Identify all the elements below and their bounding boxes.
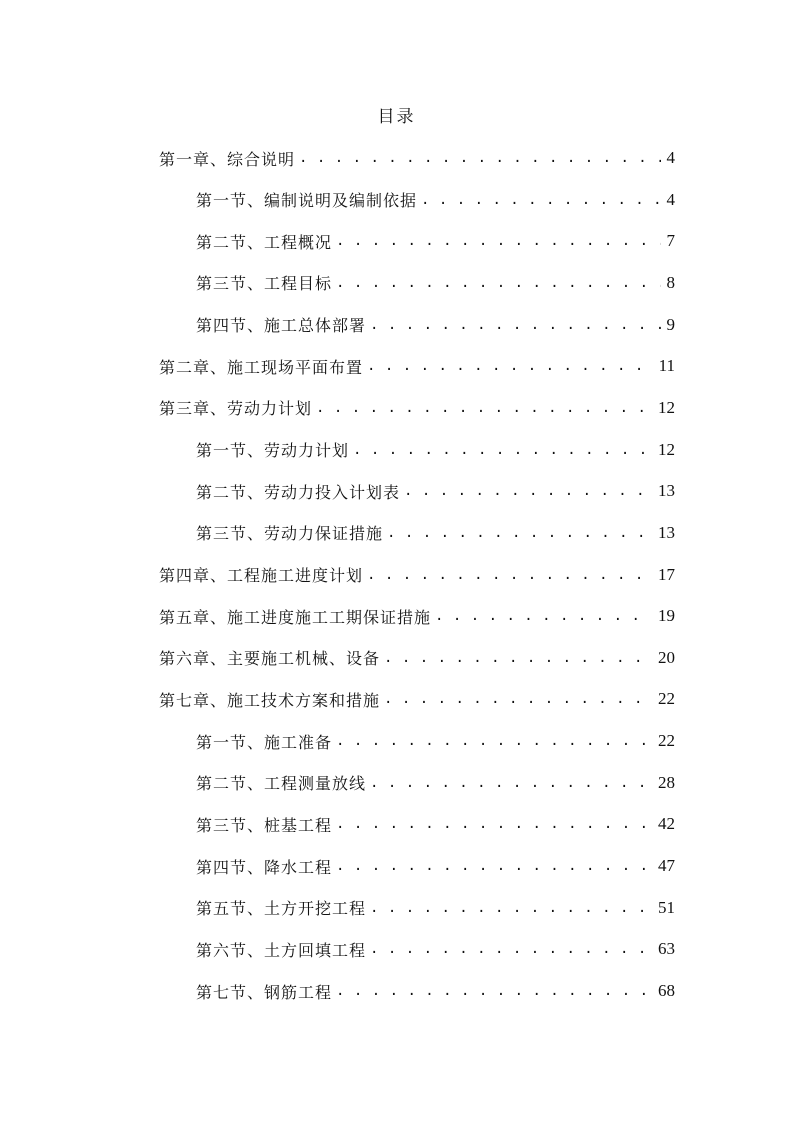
toc-entry-label: 第一节、编制说明及编制依据 <box>196 191 418 211</box>
toc-entry-label: 第四章、工程施工进度计划 <box>159 566 364 585</box>
toc-section-entry[interactable] <box>196 313 675 337</box>
toc-chapter-entry[interactable] <box>159 563 675 587</box>
toc-page-number: 68 <box>658 981 675 1000</box>
toc-entry-label: 第三节、桩基工程 <box>196 815 333 835</box>
toc-chapter-entry[interactable] <box>159 354 675 378</box>
toc-section-entry[interactable] <box>196 438 675 462</box>
toc-page-number: 20 <box>658 647 675 667</box>
toc-entry-label: 第六节、土方回填工程 <box>196 940 367 960</box>
toc-dot-leader <box>404 479 652 503</box>
toc-dot-leader <box>353 438 652 462</box>
toc-page-number: 42 <box>658 814 675 834</box>
toc-dot-leader <box>316 396 652 420</box>
toc-page-number: 4 <box>666 189 675 209</box>
toc-page-number: 9 <box>666 314 675 334</box>
toc-page-number: 4 <box>666 148 675 167</box>
toc-page-number: 22 <box>658 731 675 751</box>
toc-chapter-entry[interactable] <box>159 646 675 670</box>
toc-dot-leader <box>299 146 660 170</box>
toc-page-number: 13 <box>658 481 675 501</box>
toc-dot-leader <box>435 604 652 628</box>
toc-dot-leader <box>336 271 660 295</box>
toc-chapter-entry[interactable] <box>159 396 675 420</box>
toc-entry-label: 第七节、钢筋工程 <box>196 982 333 1002</box>
toc-dot-leader <box>336 729 652 753</box>
toc-section-entry[interactable] <box>196 729 675 753</box>
toc-page-number: 19 <box>658 606 675 626</box>
toc-page-number: 7 <box>666 231 675 251</box>
toc-dot-leader <box>336 229 660 253</box>
toc-page-number: 22 <box>658 689 675 709</box>
toc-page-number: 28 <box>658 772 675 792</box>
toc-entry-label: 第一节、施工准备 <box>196 732 333 752</box>
toc-chapter-entry[interactable] <box>159 146 675 170</box>
toc-page-number: 51 <box>658 897 675 917</box>
toc-entry-label: 第二节、工程概况 <box>196 232 333 252</box>
toc-chapter-entry[interactable] <box>159 687 675 711</box>
toc-section-entry[interactable] <box>196 937 675 961</box>
toc-section-entry[interactable] <box>196 479 675 503</box>
toc-page-number: 13 <box>658 522 675 542</box>
toc-entry-label: 第二节、工程测量放线 <box>196 774 367 794</box>
toc-dot-leader <box>384 646 652 670</box>
toc-dot-leader <box>370 937 652 961</box>
toc-title: 目录 <box>377 107 416 127</box>
toc-entry-label: 第二节、劳动力投入计划表 <box>196 482 401 502</box>
toc-section-entry[interactable] <box>196 229 675 253</box>
toc-dot-leader <box>370 771 652 795</box>
toc-entry-label: 第四节、降水工程 <box>196 857 333 877</box>
toc-page-number: 17 <box>658 564 675 584</box>
toc-dot-leader <box>367 354 653 378</box>
toc-dot-leader <box>367 563 652 587</box>
toc-chapter-entry[interactable] <box>159 604 675 628</box>
toc-page-number: 63 <box>658 939 675 959</box>
toc-entry-label: 第四节、施工总体部署 <box>196 316 367 336</box>
toc-page-number: 47 <box>658 856 675 875</box>
toc-section-entry[interactable] <box>196 521 675 545</box>
toc-entry-label: 第五章、施工进度施工工期保证措施 <box>159 607 432 627</box>
toc-entry-label: 第二章、施工现场平面布置 <box>159 357 364 377</box>
toc-section-entry[interactable] <box>196 271 675 295</box>
toc-dot-leader <box>370 313 660 337</box>
toc-entry-label: 第五节、土方开挖工程 <box>196 899 367 919</box>
toc-section-entry[interactable] <box>196 896 675 920</box>
toc-page-number: 8 <box>666 272 675 292</box>
toc-section-entry[interactable] <box>196 812 675 836</box>
toc-entry-label: 第六章、主要施工机械、设备 <box>159 649 381 669</box>
toc-dot-leader <box>387 521 652 545</box>
toc-dot-leader <box>421 188 660 212</box>
toc-section-entry[interactable] <box>196 854 675 878</box>
toc-entry-label: 第一章、综合说明 <box>159 149 296 169</box>
toc-page-number: 12 <box>658 397 675 417</box>
toc-section-entry[interactable] <box>196 188 675 212</box>
toc-page-number: 11 <box>658 356 675 376</box>
toc-entry-label: 第七章、施工技术方案和措施 <box>159 690 381 710</box>
toc-dot-leader <box>336 854 652 878</box>
toc-entry-label: 第三章、劳动力计划 <box>159 399 313 419</box>
toc-section-entry[interactable] <box>196 979 675 1003</box>
toc-page-number: 12 <box>658 439 675 459</box>
toc-dot-leader <box>370 896 652 920</box>
toc-section-entry[interactable] <box>196 771 675 795</box>
toc-entry-label: 第三节、劳动力保证措施 <box>196 524 384 544</box>
toc-entry-label: 第三节、工程目标 <box>196 274 333 294</box>
toc-dot-leader <box>384 687 652 711</box>
toc-dot-leader <box>336 979 652 1003</box>
toc-dot-leader <box>336 812 652 836</box>
toc-entry-label: 第一节、劳动力计划 <box>196 441 350 461</box>
